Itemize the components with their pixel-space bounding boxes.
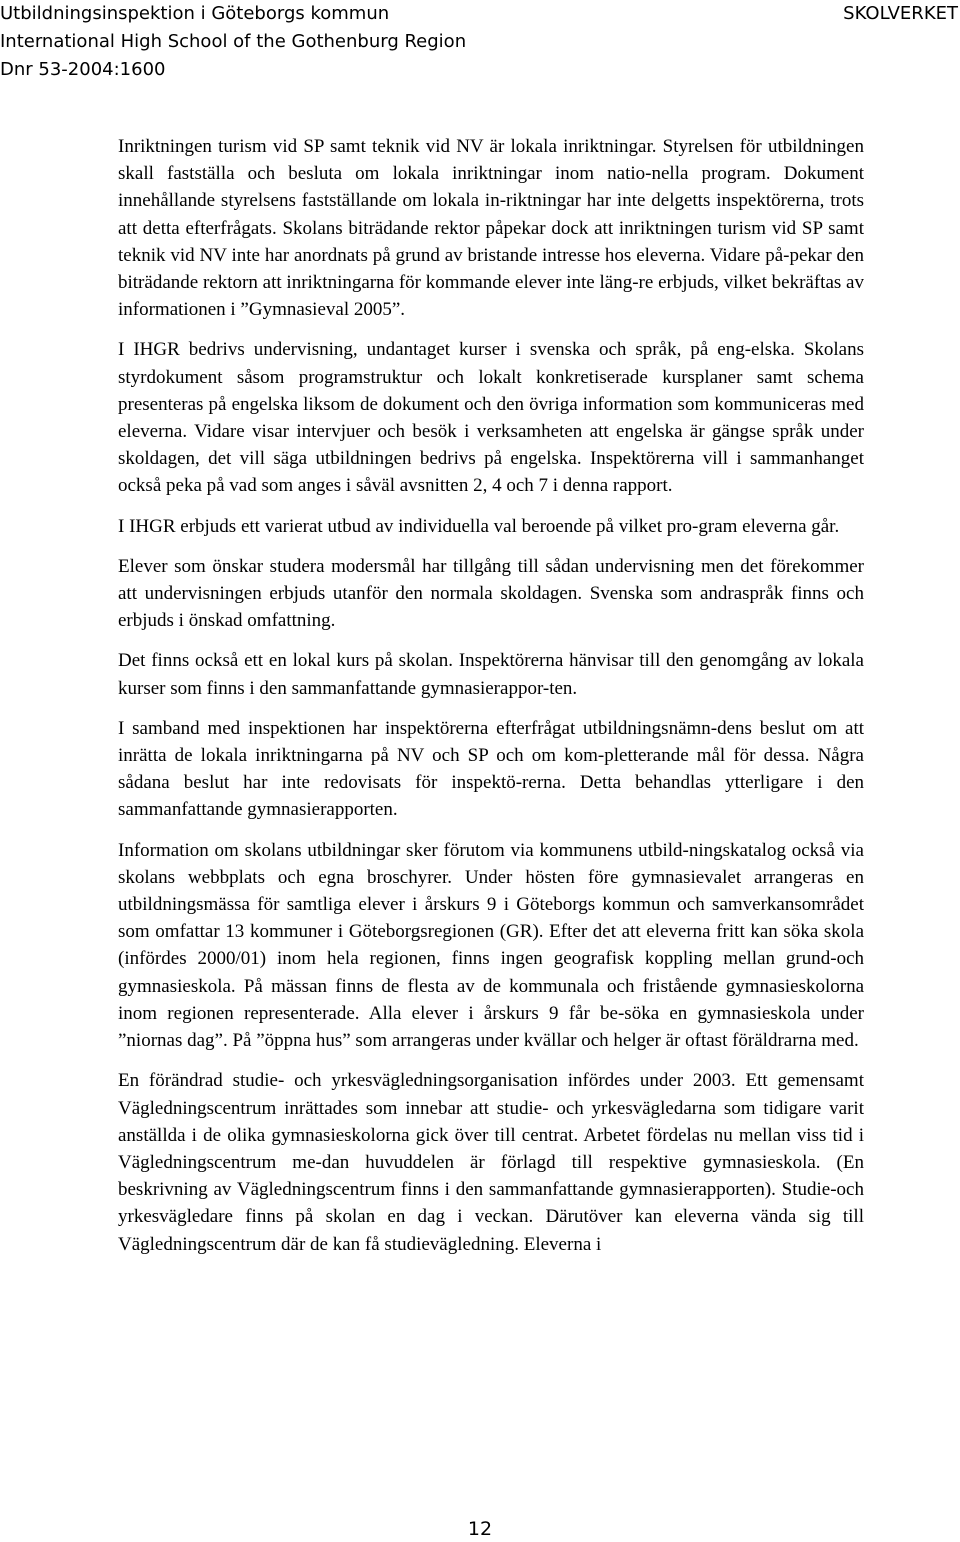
paragraph: Elever som önskar studera modersmål har tillgång till sådan undervisning men det förekommer att undervisningen erbjuds utanför den normala skoldagen. Svenska som andraspråk finns och erbjuds i önskad omfattning.: [118, 555, 864, 632]
agency-name: SKOLVERKET: [843, 3, 958, 24]
paragraph: I IHGR bedrivs undervisning, undantaget kurser i svenska och språk, på eng-elska. Skolans styrdokument såsom programstruktur och lokalt konkretiserade kursplaner samt schema presenteras på engelska liksom de dokument och den övriga information som kommuniceras med eleverna. Vidare visar intervjuer och besök i verksamheten att engelska är gängse språk under skoldagen, det vill säga utbildningen bedrivs på engelska. Inspektörerna vill i sammanhanget också peka på vad som anges i såväl avsnitten 2, 4 och 7 i denna rapport.: [118, 339, 864, 497]
paragraph: Det finns också ett en lokal kurs på skolan. Inspektörerna hänvisar till den genomgång av lokala kurser som finns i den sammanfattande gymnasierappor-ten.: [118, 650, 864, 699]
page-number: 12: [467, 1518, 493, 1540]
paragraph: En förändrad studie- och yrkesvägledningsorganisation infördes under 2003. Ett gemensamt Vägledningscentrum inrättades som innebar att studie- och yrkesvägledarna som tidigare varit anställda i de olika gymnasieskolorna gick över till centrat. Arbetet fördelas nu mellan viss tid i Vägledningscentrum me-dan huvuddelen är förlagd till respektive gymnasieskola. (En beskrivning av Vägledningscentrum finns i den sammanfattande gymnasierapporten). Studie-och yrkesvägledare finns på skolan en dag i veckan. Därutöver kan eleverna vända sig till Vägledningscentrum där de kan få studievägledning. Eleverna i: [118, 1070, 864, 1255]
school-name: International High School of the Gothenburg Region: [0, 31, 467, 52]
page-header: [0, 0, 960, 90]
registration-number: Dnr 53-2004:1600: [0, 59, 166, 80]
paragraph: Information om skolans utbildningar sker förutom via kommunens utbild-ningskatalog också via skolans webbplats och egna broschyrer. Under hösten före gymnasievalet arrangeras en utbildningsmässa för samtliga elever i årskurs 9 i Göteborgs kommun och samverkansområdet som omfattar 13 kommuner i Göteborgsregionen (GR). Efter det att eleverna fritt kan söka skola (infördes 2000/01) inom hela regionen, finns ingen geografisk koppling mellan grund-och gymnasieskola. På mässan finns de flesta av de kommunala och fristående gymnasieskolorna inom regionen representerade. Alla elever i årskurs 9 får be-söka en gymnasieskola under ”niornas dag”. På ”öppna hus” som arrangeras under kvällar och helger är oftast föräldrarna med.: [118, 839, 864, 1052]
document-info: [0, 0, 466, 84]
inspection-title: Utbildningsinspektion i Göteborgs kommun: [0, 3, 390, 24]
paragraph: Inriktningen turism vid SP samt teknik vid NV är lokala inriktningar. Styrelsen för utbildningen skall fastställa och besluta om lokala inriktningar inom natio-nella program. Dokument innehållande styrelsens fastställande om lokala in-riktningar har inte delgetts inspektörerna, trots att detta efterfrågats. Skolans biträdande rektor påpekar dock att inriktningen turism vid SP samt teknik vid NV inte har anordnats på grund av bristande intresse hos eleverna. Vidare på-pekar den biträdande rektorn att inriktningarna för kommande elever inte läng-re erbjuds, vilket bekräftas av informationen i ”Gymnasieval 2005”.: [118, 136, 864, 321]
document-body: [118, 133, 864, 1271]
paragraph: I IHGR erbjuds ett varierat utbud av individuella val beroende på vilket pro-gram eleverna går.: [118, 515, 840, 537]
paragraph: I samband med inspektionen har inspektörerna efterfrågat utbildningsnämn-dens beslut om att inrätta de lokala inriktningarna på NV och SP och om kom-pletterande mål för dessa. Några sådana beslut har inte redovisats för inspektö-rerna. Detta behandlas ytterligare i den sammanfattande gymnasierapporten.: [118, 717, 864, 821]
